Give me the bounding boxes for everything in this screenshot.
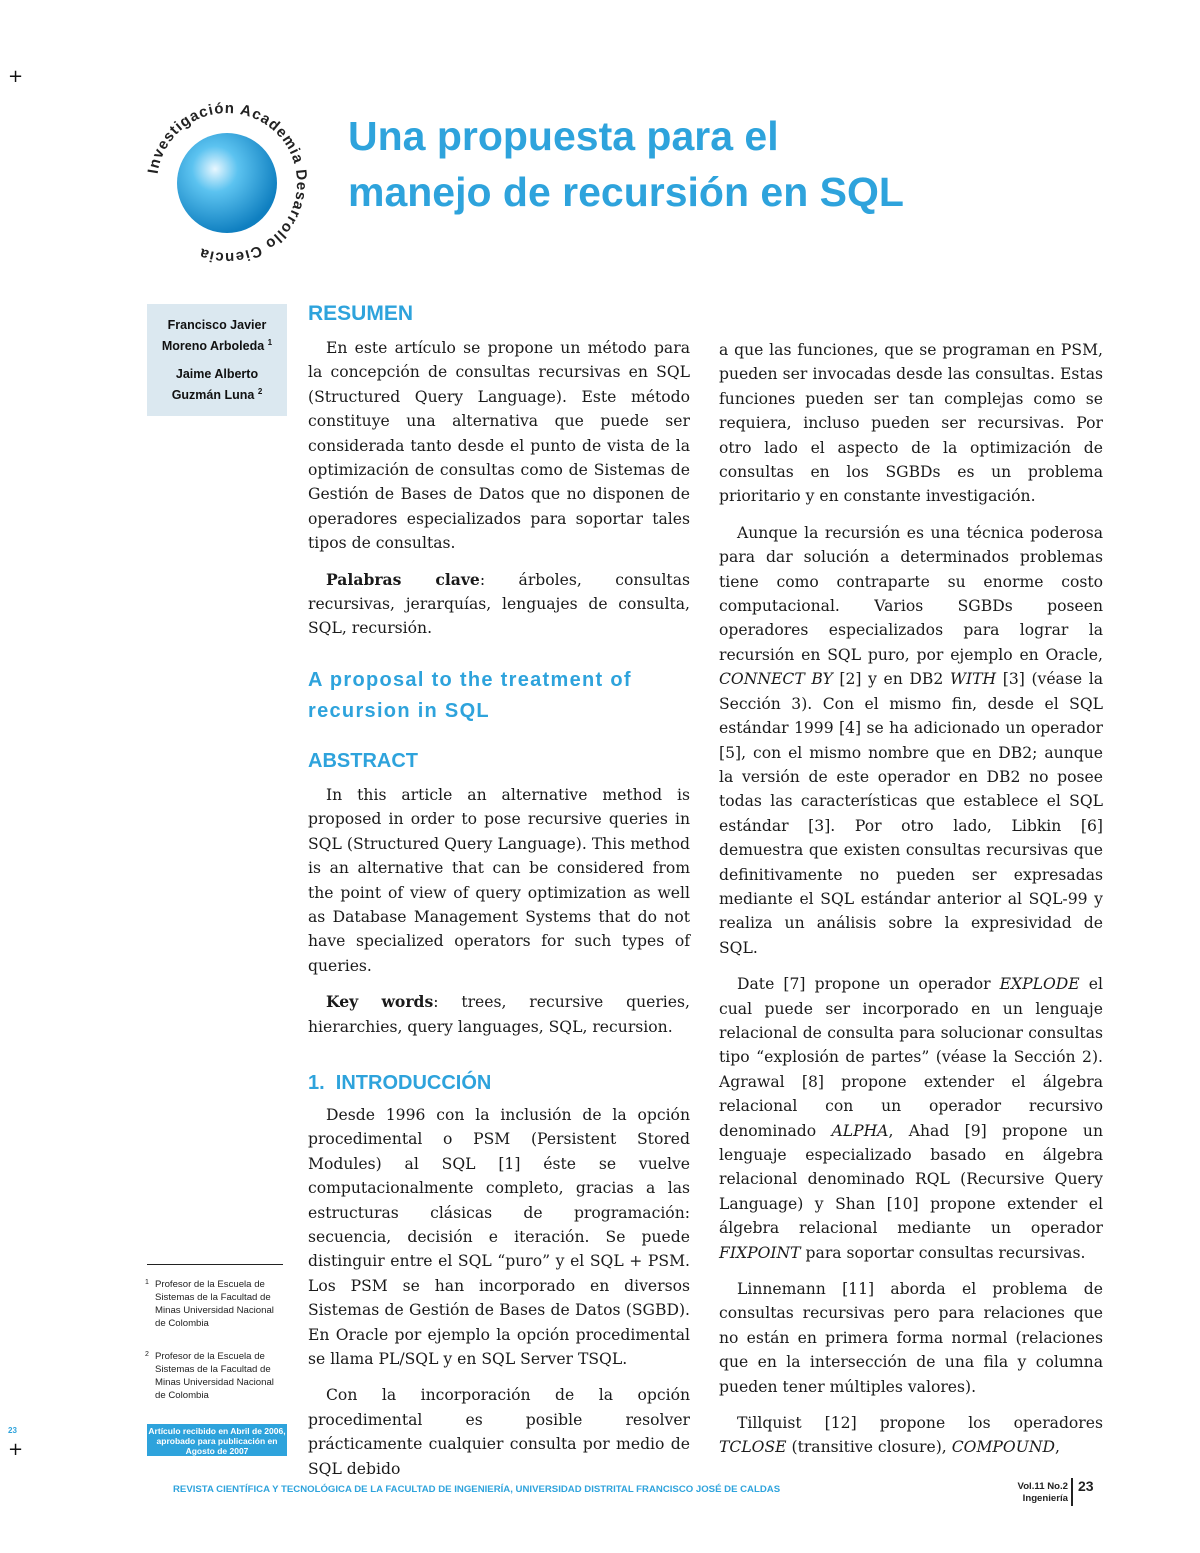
side-page-number: 23 <box>8 1426 17 1435</box>
key-words: Key words: trees, recursive queries, hierarchies, query languages, SQL, recursion. <box>308 992 690 1036</box>
crop-mark-top: + <box>8 66 24 87</box>
logo <box>142 98 312 268</box>
intro-paragraph-2: Con la incorporación de la opción procedimental es posible resolver prácticamente cualquier consulta por medio de SQL debido <box>308 1386 690 1478</box>
abstract-text: In this article an alternative method is proposed in order to pose recursive queries in SQL (Structured Query Language). This method is an alternative that can be considered from the point of view of query optimization as well as Database Management Systems that do not have specialized operators for such types of queries. <box>308 785 690 975</box>
footnote-divider <box>147 1264 283 1265</box>
right-paragraph-5: Tillquist [12] propone los operadores TCLOSE (transitive closure), COMPOUND, <box>719 1414 1103 1457</box>
english-title: A proposal to the treatment of recursion in SQL <box>308 668 632 722</box>
title-line-1: Una propuesta para el <box>348 113 779 159</box>
author-1: Moreno Arboleda $^1$ <box>161 338 273 354</box>
journal-footer: REVISTA CIENTÍFICA Y TECNOLÓGICA DE LA FACULTAD DE INGENIERÍA, UNIVERSIDAD DISTRITAL FRANCISCO JOSÉ DE CALDAS <box>173 1484 781 1495</box>
author-2: Guzmán Luna $^2$ <box>171 387 263 403</box>
footnote-2: 2 Profesor de la Escuela de Sistemas de la Facultad de Minas Universidad Nacional de Colombia <box>145 1351 274 1401</box>
author-2-line-1: Jaime Alberto <box>175 367 259 382</box>
crop-mark-bottom: + <box>8 1439 24 1460</box>
palabras-clave: Palabras clave: árboles, consultas recursivas, jerarquías, lenguajes de consulta, SQL, recursión. <box>308 569 690 638</box>
received-note: Artículo recibido en Abril de 2006, aprobado para publicación en Agosto de 2007 <box>148 1426 286 1456</box>
page-title <box>348 108 1048 220</box>
right-column <box>719 338 1103 1460</box>
right-paragraph-1: a que las funciones, que se programan en PSM, pueden ser invocadas desde las consultas. Estas funciones pueden ser tan complejas como se requiera, incluso pueden ser recursivas. Por otro lado el aspecto de la optimización de consultas en los SGBDs es un problema prioritario y en constante investigación. <box>719 341 1103 506</box>
author-box <box>147 304 287 416</box>
volume-info: Vol.11 No.2 Ingeniería <box>1017 1481 1068 1504</box>
left-column <box>308 300 690 1481</box>
right-paragraph-2: Aunque la recursión es una técnica poderosa para dar solución a determinados problemas tiene como contraparte su enorme costo computacional. Varios SGBDs poseen operadores especializados para lograr la recursión en SQL puro, por ejemplo en Oracle, CONNECT BY [2] y en DB2 WITH [3] (véase la Sección 3). Con el mismo fin, desde el SQL estándar 1999 [4] se ha adicionado un operador [5], con el mismo nombre que en DB2; aunque la versión de este operador en DB2 no posee todas las características que establece el SQL estándar [3]. Por otro lado, Libkin [6] demuestra que existen consultas recursivas que definitivamente no pueden ser expresadas mediante el SQL estándar anterior al SQL-99 y realiza un análisis sobre la expresividad de SQL. <box>719 523 1103 957</box>
logo-sphere <box>177 133 277 233</box>
resumen-text: En este artículo se propone un método para la concepción de consultas recursivas en SQL (Structured Query Language). Este método constituye una alternativa que puede ser considerada tanto desde el punto de vista de la optimización de consultas como de Sistemas de Gestión de Bases de Datos que no disponen de operadores especializados para soportar tales tipos de consultas. <box>308 339 690 553</box>
intro-heading: 1. INTRODUCCIÓN <box>308 1071 492 1094</box>
footer-divider <box>1071 1478 1073 1506</box>
right-paragraph-4: Linnemann [11] aborda el problema de consultas recursivas pero para relaciones que no están en primera forma normal (relaciones que en la intersección de una fila y columna pueden tener múltiples valores). <box>719 1280 1103 1396</box>
page-number: 23 <box>1078 1478 1094 1494</box>
author-1-line-1: Francisco Javier <box>167 318 267 332</box>
logo-ring-text: Investigación Academia Desarrollo Ciencia <box>144 99 311 267</box>
intro-paragraph-1: Desde 1996 con la inclusión de la opción procedimental o PSM (Persistent Stored Modules) al SQL [1] éste se vuelve computacionalmente completo, gracias a las estructuras clásicas de programación: secuencia, decisión e iteración. Se puede distinguir entre el SQL “puro” y el SQL + PSM. Los PSM se han incorporado en diversos Sistemas de Gestión de Bases de Datos (SGBD). En Oracle por ejemplo la opción procedimental se llama PL/SQL y en SQL Server TSQL. <box>308 1105 690 1368</box>
title-line-2: manejo de recursión en SQL <box>348 169 904 215</box>
abstract-heading: ABSTRACT <box>308 749 418 772</box>
footnote-1: 1 Profesor de la Escuela de Sistemas de la Facultad de Minas Universidad Nacional de Colombia <box>145 1279 274 1329</box>
right-paragraph-3: Date [7] propone un operador EXPLODE el cual puede ser incorporado en un lenguaje relacional de consulta para solucionar consultas tipo “explosión de partes” (véase la Sección 2). Agrawal [8] propone extender el álgebra relacional con un operador recursivo denominado ALPHA, Ahad [9] propone un lenguaje especializado basado en álgebra relacional denominado RQL (Recursive Query Language) y Shan [10] propone extender el álgebra relacional mediante un operador FIXPOINT para soportar consultas recursivas. <box>719 975 1103 1262</box>
resumen-heading: RESUMEN <box>308 302 414 325</box>
